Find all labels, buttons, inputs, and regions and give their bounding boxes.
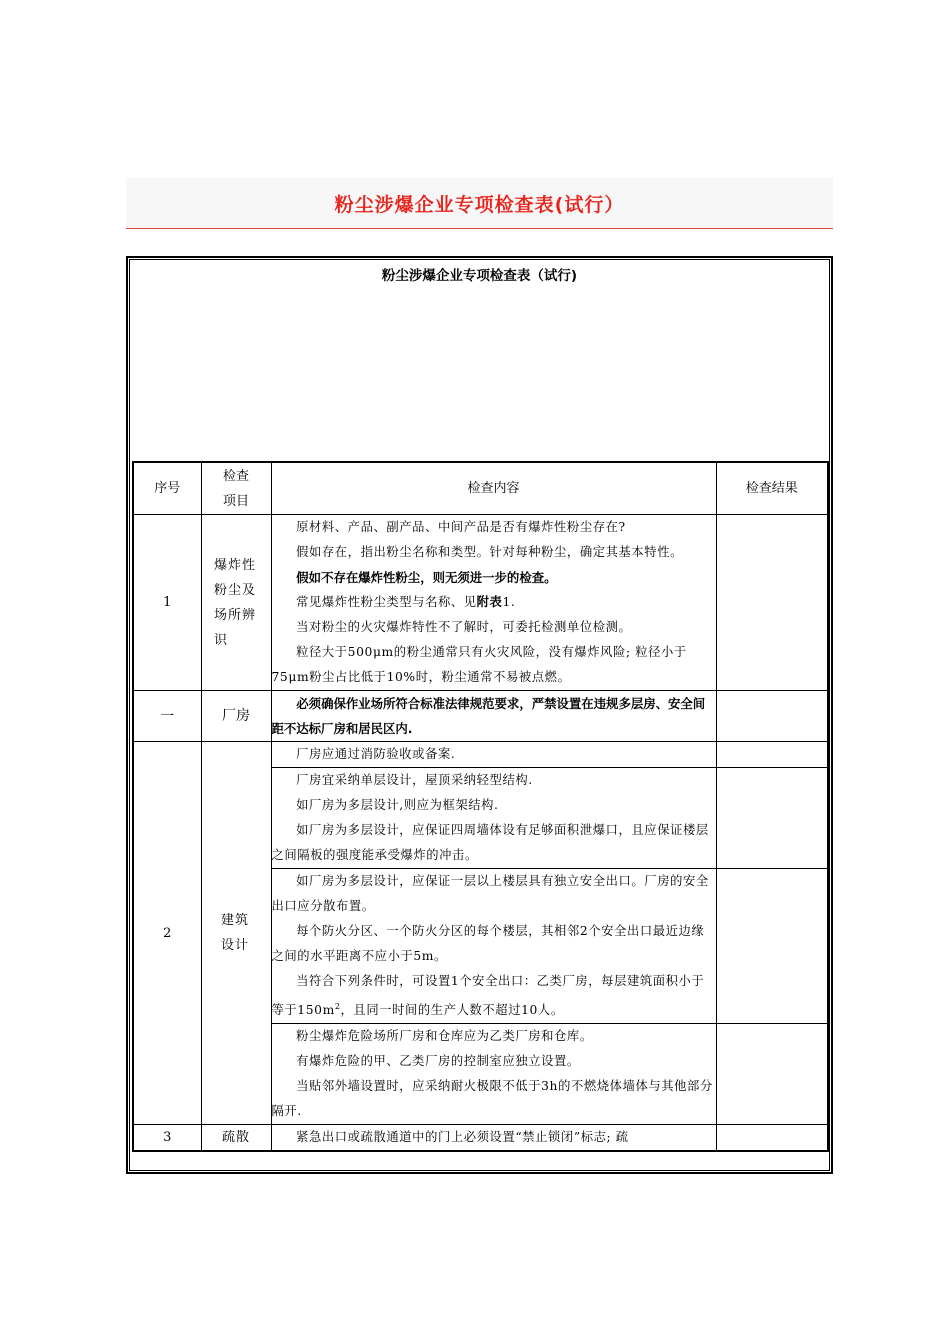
result-cell[interactable] bbox=[716, 1024, 828, 1125]
content-paragraph: 如厂房为多层设计，应保证一层以上楼层具有独立安全出口。厂房的安全出口应分散布置。 bbox=[271, 874, 709, 913]
content-paragraph: 原材料、产品、副产品、中间产品是否有爆炸性粉尘存在? bbox=[296, 520, 626, 534]
content-text: 当符合下列条件时，可设置1个安全出口：乙类厂房，每层建筑面积小于等于150m bbox=[271, 974, 705, 1018]
appendix-number: 1. bbox=[502, 595, 516, 609]
content-paragraph-bold: 必须确保作业场所符合标准法律规范要求，严禁设置在违规多层房、安全间距不达标厂房和居民区内. bbox=[271, 696, 706, 736]
content-text: 常见爆炸性粉尘类型与名称、见 bbox=[296, 595, 477, 609]
document-heading: 粉尘涉爆企业专项检查表（试行) bbox=[381, 268, 578, 284]
content-paragraph: 每个防火分区、一个防火分区的每个楼层，其相邻2个安全出口最近边缘之间的水平距离不应小于5m。 bbox=[271, 924, 705, 963]
content-paragraph: 粒径大于500μm的粉尘通常只有火灾风险，没有爆炸风险; 粒径小于75μm粉尘占比低于10%时，粉尘通常不易被点燃。 bbox=[271, 645, 687, 684]
header-content: 检查内容 bbox=[271, 462, 716, 515]
header-item bbox=[201, 462, 271, 515]
content-paragraph: 有爆炸危险的甲、乙类厂房的控制室应独立设置。 bbox=[296, 1054, 580, 1069]
row-content bbox=[271, 768, 716, 869]
content-paragraph: 如厂房为多层设计，应保证四周墙体设有足够面积泄爆口，且应保证楼层之间隔板的强度能承受爆炸的冲击。 bbox=[271, 823, 709, 862]
row-content bbox=[271, 1125, 716, 1152]
row-item bbox=[201, 742, 271, 1125]
table-header-row bbox=[133, 462, 828, 515]
section-content bbox=[271, 691, 716, 742]
document-frame bbox=[126, 256, 833, 1174]
header-item-line2: 项目 bbox=[222, 493, 249, 509]
result-cell[interactable] bbox=[716, 869, 828, 1024]
row-content bbox=[271, 1024, 716, 1125]
page-title: 粉尘涉爆企业专项检查表(试行） bbox=[334, 193, 625, 216]
header-result: 检查结果 bbox=[716, 462, 828, 515]
appendix-link: 附表 bbox=[476, 595, 503, 609]
row-number: 2 bbox=[133, 742, 201, 1125]
row-content bbox=[271, 869, 716, 1024]
row-content bbox=[271, 515, 716, 691]
table-row bbox=[133, 515, 828, 691]
section-number: 一 bbox=[133, 691, 201, 742]
result-cell[interactable] bbox=[716, 515, 828, 691]
row-item-label: 爆炸性粉尘及场所辨识 bbox=[214, 557, 257, 648]
content-paragraph: 厂房宜采纳单层设计，屋顶采纳轻型结构. bbox=[296, 773, 533, 787]
content-paragraph: 如厂房为多层设计,则应为框架结构. bbox=[296, 798, 499, 812]
content-paragraph: 紧急出口或疏散通道中的门上必须设置“禁止锁闭”标志; 疏 bbox=[296, 1130, 629, 1145]
row-number: 3 bbox=[133, 1125, 201, 1152]
result-cell[interactable] bbox=[716, 768, 828, 869]
row-item-label: 建筑设计 bbox=[221, 913, 250, 954]
page-title-bar bbox=[126, 178, 833, 229]
content-paragraph-bold: 假如不存在爆炸性粉尘，则无须进一步的检查。 bbox=[296, 570, 557, 585]
row-item bbox=[201, 515, 271, 691]
superscript: 2 bbox=[334, 1002, 341, 1011]
row-number: 1 bbox=[133, 515, 201, 691]
header-item-line1: 检查 bbox=[222, 468, 249, 484]
header-no: 序号 bbox=[133, 462, 201, 515]
section-item: 厂房 bbox=[201, 691, 271, 742]
content-paragraph: 粉尘爆炸危险场所厂房和仓库应为乙类厂房和仓库。 bbox=[296, 1029, 593, 1044]
content-paragraph: 假如存在，指出粉尘名称和类型。针对每种粉尘，确定其基本特性。 bbox=[296, 545, 684, 559]
result-cell[interactable] bbox=[716, 1125, 828, 1152]
row-content bbox=[271, 742, 716, 768]
content-paragraph bbox=[272, 969, 716, 1023]
content-paragraph: 当贴邻外墙设置时，应采纳耐火极限不低于3h的不燃烧体墙体与其他部分隔开. bbox=[271, 1079, 713, 1119]
content-paragraph: 当对粉尘的火灾爆炸特性不了解时，可委托检测单位检测。 bbox=[296, 620, 632, 634]
result-cell[interactable] bbox=[716, 742, 828, 768]
inspection-table bbox=[132, 461, 829, 1152]
table-row bbox=[133, 1125, 828, 1152]
result-cell[interactable] bbox=[716, 691, 828, 742]
content-paragraph bbox=[272, 590, 716, 615]
table-row bbox=[133, 742, 828, 768]
table-row-section bbox=[133, 691, 828, 742]
content-text: ，且同一时间的生产人数不超过10人。 bbox=[340, 1003, 564, 1018]
row-item: 疏散 bbox=[201, 1125, 271, 1152]
content-paragraph: 厂房应通过消防验收或备案. bbox=[296, 747, 456, 761]
